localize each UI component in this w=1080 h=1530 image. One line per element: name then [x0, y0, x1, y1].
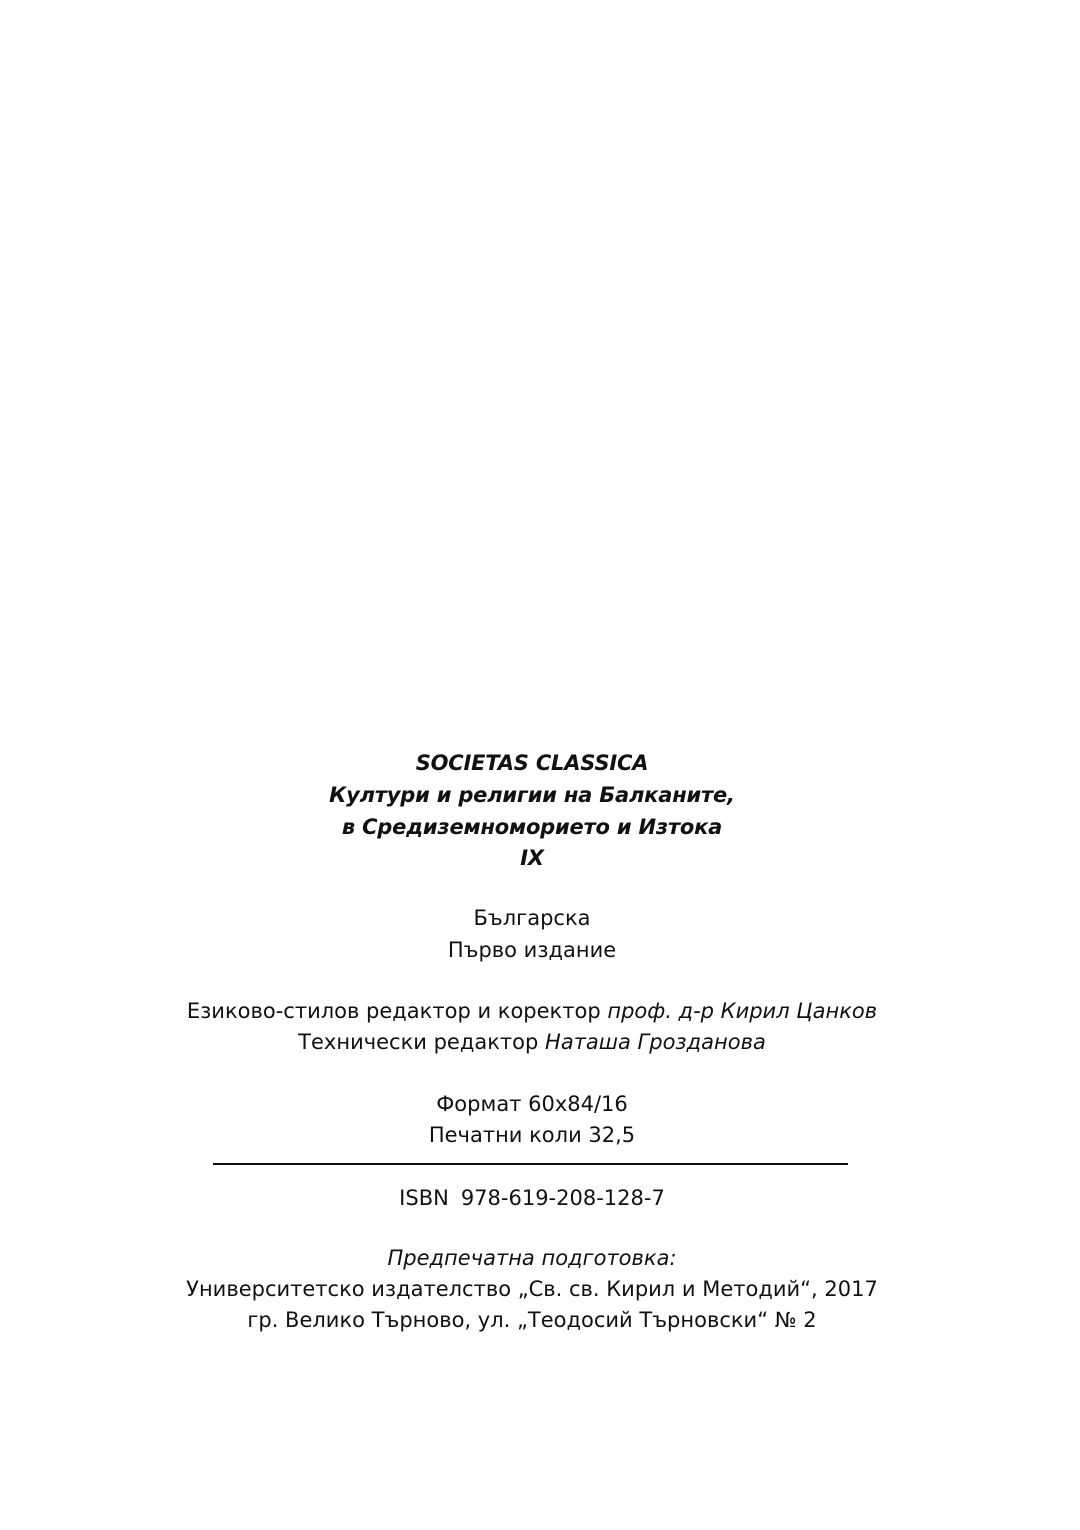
series-subtitle-line-2: в Средиземноморието и Изтока [341, 815, 723, 839]
language-editor-name: проф. д-р Кирил Цанков [607, 999, 878, 1023]
language-editor-label: Езиково-стилов редактор и коректор [186, 999, 601, 1023]
technical-editor-label: Технически редактор [298, 1030, 539, 1054]
language-editor-credit [0, 996, 1064, 1026]
volume-number: IX [520, 846, 544, 870]
series-subtitle-line-1: Култури и религии на Балканите, [329, 783, 735, 807]
printed-sheets: Печатни коли 32,5 [428, 1123, 636, 1147]
technical-editor-name: Наташа Грозданова [545, 1030, 766, 1054]
technical-editor-credit [0, 1027, 1064, 1057]
divider-rule [213, 1163, 848, 1165]
print-format: Формат 60x84/16 [436, 1092, 628, 1116]
isbn-number: 978-619-208-128-7 [460, 1186, 665, 1210]
isbn-label: ISBN [399, 1186, 449, 1210]
prepress-label: Предпечатна подготовка: [387, 1246, 677, 1270]
language-edition: Българска [473, 906, 591, 930]
series-title: SOCIETAS CLASSICA [415, 751, 649, 775]
edition-number: Първо издание [447, 938, 617, 962]
publisher-address: гр. Велико Търново, ул. „Теодосий Търновски“ № 2 [247, 1308, 817, 1332]
publisher-name: Университетско издателство „Св. св. Кирил и Методий“, 2017 [186, 1277, 878, 1301]
isbn-line [0, 1183, 1064, 1213]
